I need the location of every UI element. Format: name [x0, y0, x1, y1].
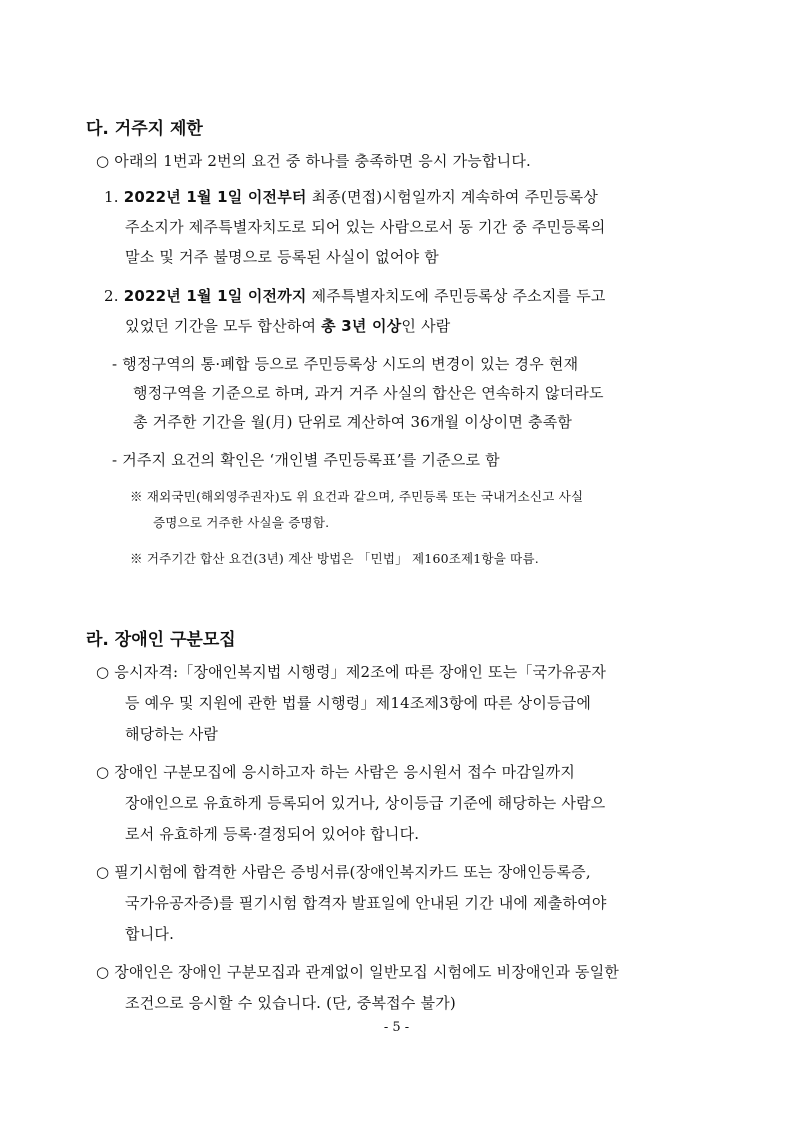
- p1-line3: 해당하는 사람: [125, 725, 219, 743]
- p1-line1: ○ 응시자격:「장애인복지법 시행령」제2조에 따른 장애인 또는「국가유공자: [96, 663, 607, 681]
- p2-line2: 장애인으로 유효하게 등록되어 있거나, 상이등급 기준에 해당하는 사람으: [125, 794, 606, 812]
- item2-line2: [125, 315, 450, 336]
- note1-line1: ※ 재외국민(해외영주권자)도 위 요건과 같으며, 주민등록 또는 국내거소신고 사실: [130, 489, 584, 504]
- p2-line1: ○ 장애인 구분모집에 응시하고자 하는 사람은 응시원서 접수 마감일까지: [96, 763, 576, 781]
- section-da-intro: ○ 아래의 1번과 2번의 요건 중 하나를 충족하면 응시 가능합니다.: [96, 152, 532, 170]
- item1-line1-rest: 최종(면접)시험일까지 계속하여 주민등록상: [306, 188, 599, 206]
- item2-line1-rest: 제주특별자치도에 주민등록상 주소지를 두고: [306, 287, 606, 305]
- p3-line2: 국가유공자증)를 필기시험 합격자 발표일에 안내된 기간 내에 제출하여야: [125, 894, 607, 912]
- p4-line2: 조건으로 응시할 수 있습니다. (단, 중복접수 불가): [125, 994, 456, 1012]
- item2-bold: 2022년 1월 1일 이전까지: [123, 287, 307, 305]
- p1-line2: 등 예우 및 지원에 관한 법률 시행령」제14조제3항에 따른 상이등급에: [125, 694, 592, 712]
- section-ra-title: 라. 장애인 구분모집: [86, 630, 236, 650]
- item1-line2: 주소지가 제주특별자치도로 되어 있는 사람으로서 동 기간 중 주민등록의: [125, 218, 606, 236]
- item2-num: 2.: [104, 287, 119, 305]
- note1-line2: 증명으로 거주한 사실을 증명함.: [153, 515, 330, 530]
- page-number: - 5 -: [383, 1020, 410, 1035]
- section-da-title: 다. 거주지 제한: [86, 119, 203, 139]
- p4-line1: ○ 장애인은 장애인 구분모집과 관계없이 일반모집 시험에도 비장애인과 동일한: [96, 963, 620, 981]
- item2-line2-bold: 총 3년 이상: [321, 317, 402, 335]
- dash2: - 거주지 요건의 확인은 ‘개인별 주민등록표’를 기준으로 함: [112, 451, 500, 469]
- item2-line1: [104, 285, 606, 306]
- item2-line2-a: 있었던 기간을 모두 합산하여: [125, 317, 322, 335]
- dash1-line2: 행정구역을 기준으로 하며, 과거 거주 사실의 합산은 연속하지 않더라도: [133, 384, 604, 402]
- dash1-line1: - 행정구역의 통·폐합 등으로 주민등록상 시도의 변경이 있는 경우 현재: [112, 355, 579, 373]
- item2-line2-b: 인 사람: [401, 317, 451, 335]
- p3-line1: ○ 필기시험에 합격한 사람은 증빙서류(장애인복지카드 또는 장애인등록증,: [96, 863, 591, 881]
- item1-line3: 말소 및 거주 불명으로 등록된 사실이 없어야 함: [125, 248, 439, 266]
- note2: ※ 거주기간 합산 요건(3년) 계산 방법은 「민법」 제160조제1항을 따름.: [130, 551, 539, 566]
- item1-bold: 2022년 1월 1일 이전부터: [123, 188, 307, 206]
- item1-num: 1.: [104, 188, 119, 206]
- dash1-line3: 총 거주한 기간을 월(月) 단위로 계산하여 36개월 이상이면 충족함: [133, 413, 573, 431]
- p3-line3: 합니다.: [125, 925, 175, 943]
- p2-line3: 로서 유효하게 등록·결정되어 있어야 합니다.: [125, 825, 420, 843]
- item1-line1: [104, 186, 598, 207]
